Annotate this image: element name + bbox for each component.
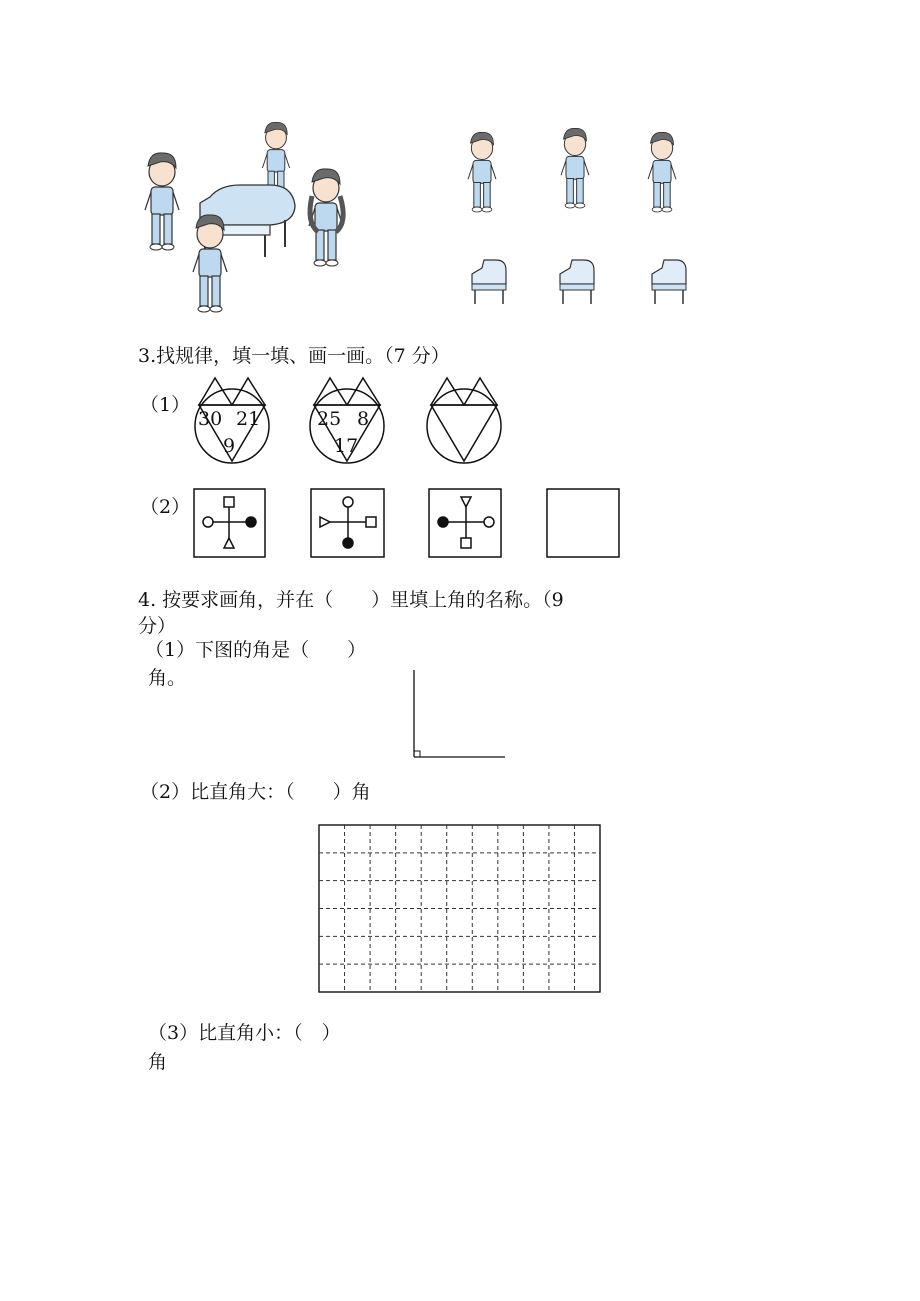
q3-part2-label: （2） [140,496,191,518]
q4-part1-line1: （1）下图的角是（ ） [145,639,367,661]
circle1-right-number: 21 [236,408,261,430]
q3-part1-label: （1） [140,394,191,416]
q4-title-line1: 4. 按要求画角，并在（ ）里填上角的名称。（9 [138,589,564,611]
q4-part2: （2）比直角大：（ ）角 [140,781,371,803]
circle2-left-number: 25 [317,408,342,430]
q4-part3-line1: （3）比直角小：（ ） [148,1022,341,1044]
circle1-bottom-number: 9 [223,435,236,457]
circle1-left-number: 30 [198,408,223,430]
q4-part3-line2: 角 [148,1051,168,1073]
circle2-right-number: 8 [357,408,370,430]
circle2-bottom-number: 17 [334,435,359,457]
q4-part1-line2: 角。 [148,667,187,689]
q4-title-line2: 分） [138,615,177,637]
q3-title: 3.找规律，填一填、画一画。（7 分） [138,345,450,367]
